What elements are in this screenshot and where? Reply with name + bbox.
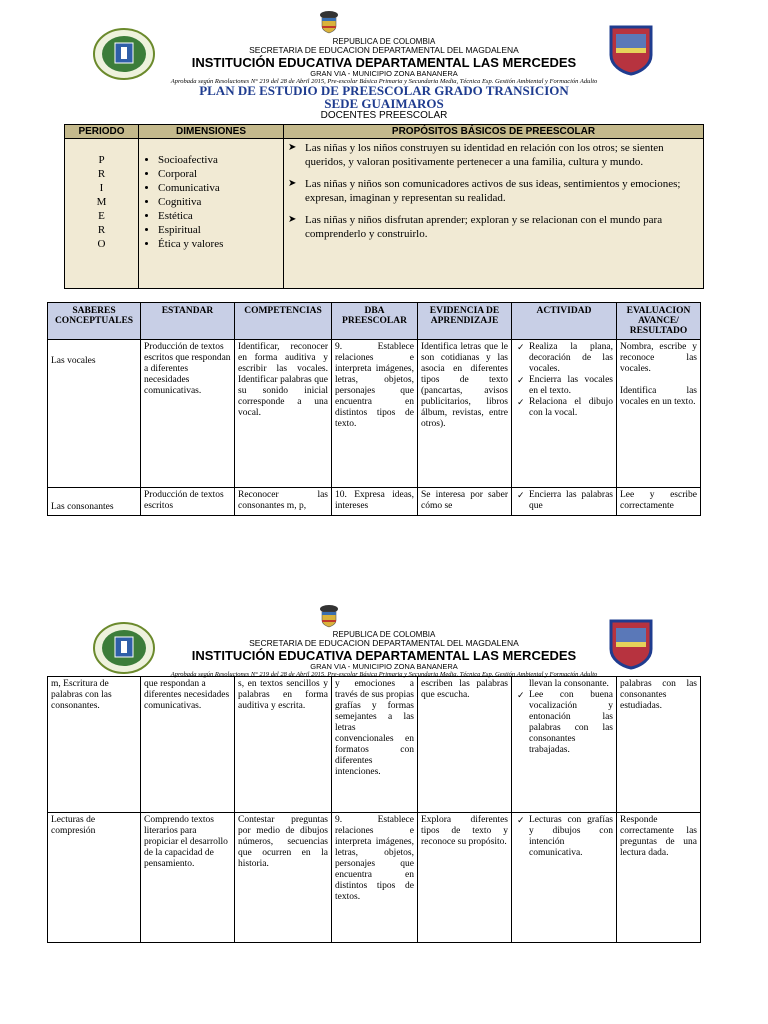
competencia-cell: s, en textos sencillos y palabras en forma auditiva y escrita. — [235, 677, 332, 813]
list-item: • Cognitiva — [158, 195, 280, 209]
actividad-cell: llevan la consonante. ✓ Lee con buena vocalización y entonación las palabras con las consonantes trabajadas. — [512, 677, 617, 813]
header-institucion: INSTITUCIÓN EDUCATIVA DEPARTAMENTAL LAS MERCEDES — [191, 55, 577, 70]
competencia-cell: Reconocer las consonantes m, p, — [235, 488, 332, 516]
dba-cell: y emociones a través de sus propias grafías y formas semejantes a las letras convencionales en formatos con diferentes intenciones. — [332, 677, 418, 813]
docentes-label: DOCENTES PREESCOLAR — [320, 110, 448, 121]
colombia-coat-of-arms-icon — [316, 10, 342, 39]
header-republica: REPUBLICA DE COLOMBIA — [332, 630, 436, 639]
list-item: • Estética — [158, 209, 280, 223]
list-item: ➤ Las niñas y niños son comunicadores activos de sus ideas, sentimientos y emociones; expresan, imaginan y representan su realidad. — [305, 177, 700, 205]
saber-cell: Las consonantes — [48, 488, 141, 516]
header-propositos: PROPÓSITOS BÁSICOS DE PREESCOLAR — [284, 125, 704, 139]
evidencia-cell: escriben las palabras que escucha. — [418, 677, 512, 813]
list-item: • Socioafectiva — [158, 153, 280, 167]
header-resolucion: Aprobada según Resoluciones N° 219 del 28 de Abril 2015, Pre-escolar Básica Primaria y Secundaria Media, Técnica Esp. Gestión Ambiental y Formación Adulto — [170, 78, 598, 85]
evaluacion-cell: Lee y escribe correctamente — [617, 488, 701, 516]
list-item: ✓ Encierra las palabras que — [529, 490, 613, 512]
header-dba: DBA PREESCOLAR — [332, 303, 418, 340]
header-gran-via: GRAN VIA - MUNICIPIO ZONA BANANERA — [310, 69, 458, 78]
list-item: ✓ Encierra las vocales en el texto. — [529, 375, 613, 397]
estandar-cell: Comprendo textos literarios para propiciar el desarrollo de la capacidad de pensamiento. — [141, 813, 235, 943]
evaluacion-cell: palabras con las consonantes estudiadas. — [617, 677, 701, 813]
header-evaluacion: EVALUACION AVANCE/ RESULTADO — [617, 303, 701, 340]
table-row — [48, 677, 701, 813]
header-gran-via: GRAN VIA - MUNICIPIO ZONA BANANERA — [310, 662, 458, 671]
header-periodo: PERIODO — [65, 125, 139, 139]
list-item: ✓ Lecturas con grafías y dibujos con intención comunicativa. — [529, 815, 613, 859]
list-item: • Ética y valores — [158, 237, 280, 251]
table-row — [48, 340, 701, 488]
competencia-cell: Identificar, reconocer en forma auditiva y escribir las vocales. Identificar palabras que su sonido inicial corresponde a una vocal. — [235, 340, 332, 488]
header-institucion: INSTITUCIÓN EDUCATIVA DEPARTAMENTAL LAS MERCEDES — [191, 648, 577, 663]
table-row — [48, 488, 701, 516]
competencia-cell: Contestar preguntas por medio de dibujos números, secuencias que ocurren en la historia. — [235, 813, 332, 943]
list-item: ➤ Las niñas y niños disfrutan aprender; exploran y se relacionan con el mundo para comprenderlo y construirlo. — [305, 213, 700, 241]
actividad-list — [515, 342, 613, 419]
list-item: ✓ Lee con buena vocalización y entonación las palabras con las consonantes trabajadas. — [529, 690, 613, 756]
header-secretaria: SECRETARIA DE EDUCACION DEPARTAMENTAL DEL MAGDALENA — [249, 45, 519, 55]
header-dimensiones: DIMENSIONES — [139, 125, 284, 139]
saber-cell: m, Escritura de palabras con las consonantes. — [48, 677, 141, 813]
header-competencias: COMPETENCIAS — [235, 303, 332, 340]
header-evidencia: EVIDENCIA DE APRENDIZAJE — [418, 303, 512, 340]
header-republica: REPUBLICA DE COLOMBIA — [332, 37, 436, 46]
saberes-table-continued — [47, 676, 701, 943]
header-actividad: ACTIVIDAD — [512, 303, 617, 340]
propositos-table — [64, 124, 704, 289]
evidencia-cell: Identifica letras que le son cotidianas y las asocia en diferentes tipos de texto (pancartas, avisos publicitarios, libros álbum, revistas, entre otros). — [418, 340, 512, 488]
evidencia-cell: Se interesa por saber cómo se — [418, 488, 512, 516]
propositos-list — [287, 141, 700, 241]
dimensiones-list — [142, 153, 280, 251]
dba-cell: 9. Establece relaciones e interpreta imágenes, letras, objetos, personajes que encuentra en distintos tipos de textos. — [332, 813, 418, 943]
sede-title: SEDE GUAIMAROS — [324, 96, 444, 111]
header-secretaria: SECRETARIA DE EDUCACION DEPARTAMENTAL DEL MAGDALENA — [249, 638, 519, 648]
actividad-cell — [512, 340, 617, 488]
saber-cell: Lecturas de compresión — [48, 813, 141, 943]
periodo-cell: P R I M E R O — [65, 139, 139, 289]
estandar-cell: que respondan a diferentes necesidades comunicativas. — [141, 677, 235, 813]
list-item: ✓ Realiza la plana, decoración de las vocales. — [529, 342, 613, 375]
list-item: • Comunicativa — [158, 181, 280, 195]
header-estandar: ESTANDAR — [141, 303, 235, 340]
colombia-coat-of-arms-icon — [316, 604, 342, 633]
estandar-cell: Producción de textos escritos — [141, 488, 235, 516]
page-header — [0, 37, 768, 86]
propositos-cell — [284, 139, 704, 289]
dba-cell: 9. Establece relaciones e interpreta imágenes, letras, objetos, personajes que encuentra en distintos tipos de texto. — [332, 340, 418, 488]
evaluacion-cell: Responde correctamente las preguntas de una lectura dada. — [617, 813, 701, 943]
page-header — [0, 630, 768, 679]
saber-cell: Las vocales — [48, 340, 141, 488]
saberes-table — [47, 302, 701, 516]
header-saberes: SABERES CONCEPTUALES — [48, 303, 141, 340]
table-row — [48, 813, 701, 943]
list-item: ✓ Relaciona el dibujo con la vocal. — [529, 397, 613, 419]
actividad-cell — [512, 813, 617, 943]
dimensiones-cell — [139, 139, 284, 289]
list-item: ➤ Las niñas y los niños construyen su identidad en relación con los otros; se sienten queridos, y valoran positivamente pertenecer a una familia, cultura y mundo. — [305, 141, 700, 169]
evaluacion-cell: Nombra, escribe y reconoce las vocales. Identifica las vocales en un texto. — [617, 340, 701, 488]
actividad-cell — [512, 488, 617, 516]
header-resolucion: Aprobada según Resoluciones N° 219 del 28 de Abril 2015, Pre-escolar Básica Primaria y Secundaria Media, Técnica Esp. Gestión Ambiental y Formación Adulto — [170, 671, 598, 678]
list-item: • Espiritual — [158, 223, 280, 237]
list-item: • Corporal — [158, 167, 280, 181]
estandar-cell: Producción de textos escritos que respondan a diferentes necesidades comunicativas. — [141, 340, 235, 488]
evidencia-cell: Explora diferentes tipos de texto y reconoce su propósito. — [418, 813, 512, 943]
dba-cell: 10. Expresa ideas, intereses — [332, 488, 418, 516]
plan-title: PLAN DE ESTUDIO DE PREESCOLAR GRADO TRANSICION — [199, 83, 569, 98]
